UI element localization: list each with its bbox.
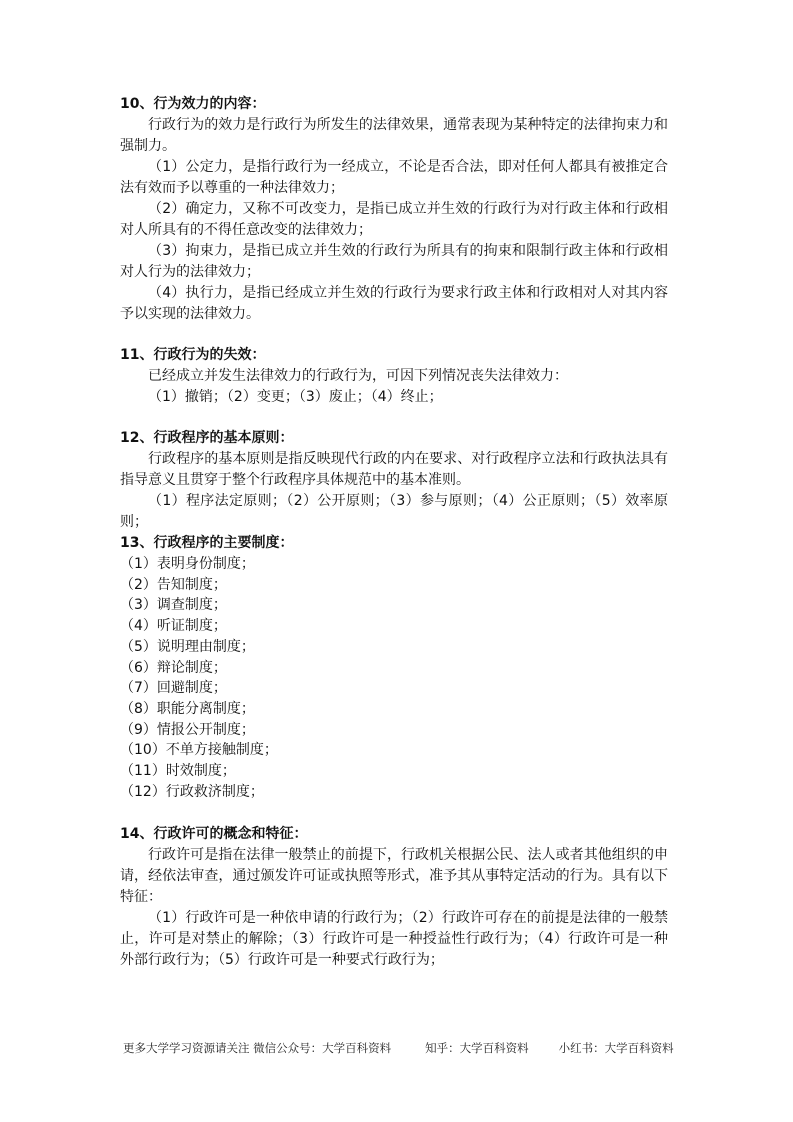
paragraph: （1）程序法定原则；（2）公开原则；（3）参与原则；（4）公正原则；（5）效率原则； (120, 493, 668, 530)
section-12 (120, 428, 668, 533)
section-10 (120, 94, 668, 325)
list-item: （12）行政救济制度； (120, 783, 264, 800)
footer-wechat: 更多大学学习资源请关注 微信公众号：大学百科资料 (123, 1041, 392, 1055)
paragraph: （4）执行力，是指已经成立并生效的行政行为要求行政主体和行政相对人对其内容予以实现的法律效力。 (120, 285, 668, 322)
list-item: （8）职能分离制度； (120, 700, 255, 717)
footer-xiaohongshu: 小红书：大学百科资料 (558, 1041, 674, 1055)
list-item: （1）表明身份制度； (120, 556, 255, 572)
paragraph: （1）撤销；（2）变更；（3）废止；（4）终止； (148, 389, 443, 405)
section-heading: 12、行政程序的基本原则： (120, 430, 294, 446)
paragraph: （1）行政许可是一种依申请的行政行为；（2）行政许可存在的前提是法律的一般禁止，许可是对禁止的解除；（3）行政许可是一种授益性行政行为；（4）行政许可是一种外部行政行为；（5）行政许可是一种要式行政行为； (120, 910, 668, 968)
list-item: （4）听证制度； (120, 618, 227, 635)
paragraph: （2）确定力，又称不可改变力，是指已成立并生效的行政行为对行政主体和行政相对人所具有的不得任意改变的法律效力； (120, 201, 668, 238)
list-item: （10）不单方接触制度； (120, 742, 278, 759)
list-item: （6）辩论制度； (120, 659, 227, 676)
section-heading: 14、行政许可的概念和特征： (120, 826, 308, 842)
section-heading: 13、行政程序的主要制度： (120, 535, 294, 551)
list-item: （7）回避制度； (120, 680, 227, 697)
section-14 (120, 824, 668, 971)
page-footer (123, 1040, 674, 1056)
list-item: （3）调查制度； (120, 597, 227, 614)
list-item: （11）时效制度； (120, 763, 236, 780)
footer-zhihu: 知乎：大学百科资料 (425, 1041, 529, 1055)
section-13 (120, 533, 668, 802)
paragraph: 行政行为的效力是行政行为所发生的法律效果，通常表现为某种特定的法律拘束力和强制力。 (120, 117, 668, 154)
list-item: （5）说明理由制度； (120, 638, 255, 655)
section-11 (120, 345, 668, 408)
paragraph: 行政程序的基本原则是指反映现代行政的内在要求、对行政程序立法和行政执法具有指导意义且贯穿于整个行政程序具体规范中的基本准则。 (120, 451, 668, 488)
paragraph: 已经成立并发生法律效力的行政行为，可因下列情况丧失法律效力： (148, 368, 568, 384)
list-item: （2）告知制度； (120, 576, 227, 593)
list-item: （9）情报公开制度； (120, 721, 255, 738)
paragraph: （1）公定力，是指行政行为一经成立，不论是否合法，即对任何人都具有被推定合法有效而予以尊重的一种法律效力； (120, 159, 668, 196)
section-heading: 11、行政行为的失效： (120, 347, 266, 363)
paragraph: （3）拘束力，是指已成立并生效的行政行为所具有的拘束和限制行政主体和行政相对人行为的法律效力； (120, 243, 668, 280)
paragraph: 行政许可是指在法律一般禁止的前提下，行政机关根据公民、法人或者其他组织的申请，经依法审查，通过颁发许可证或执照等形式，准予其从事特定活动的行为。具有以下特征： (120, 847, 668, 905)
section-heading: 10、行为效力的内容： (120, 96, 266, 112)
